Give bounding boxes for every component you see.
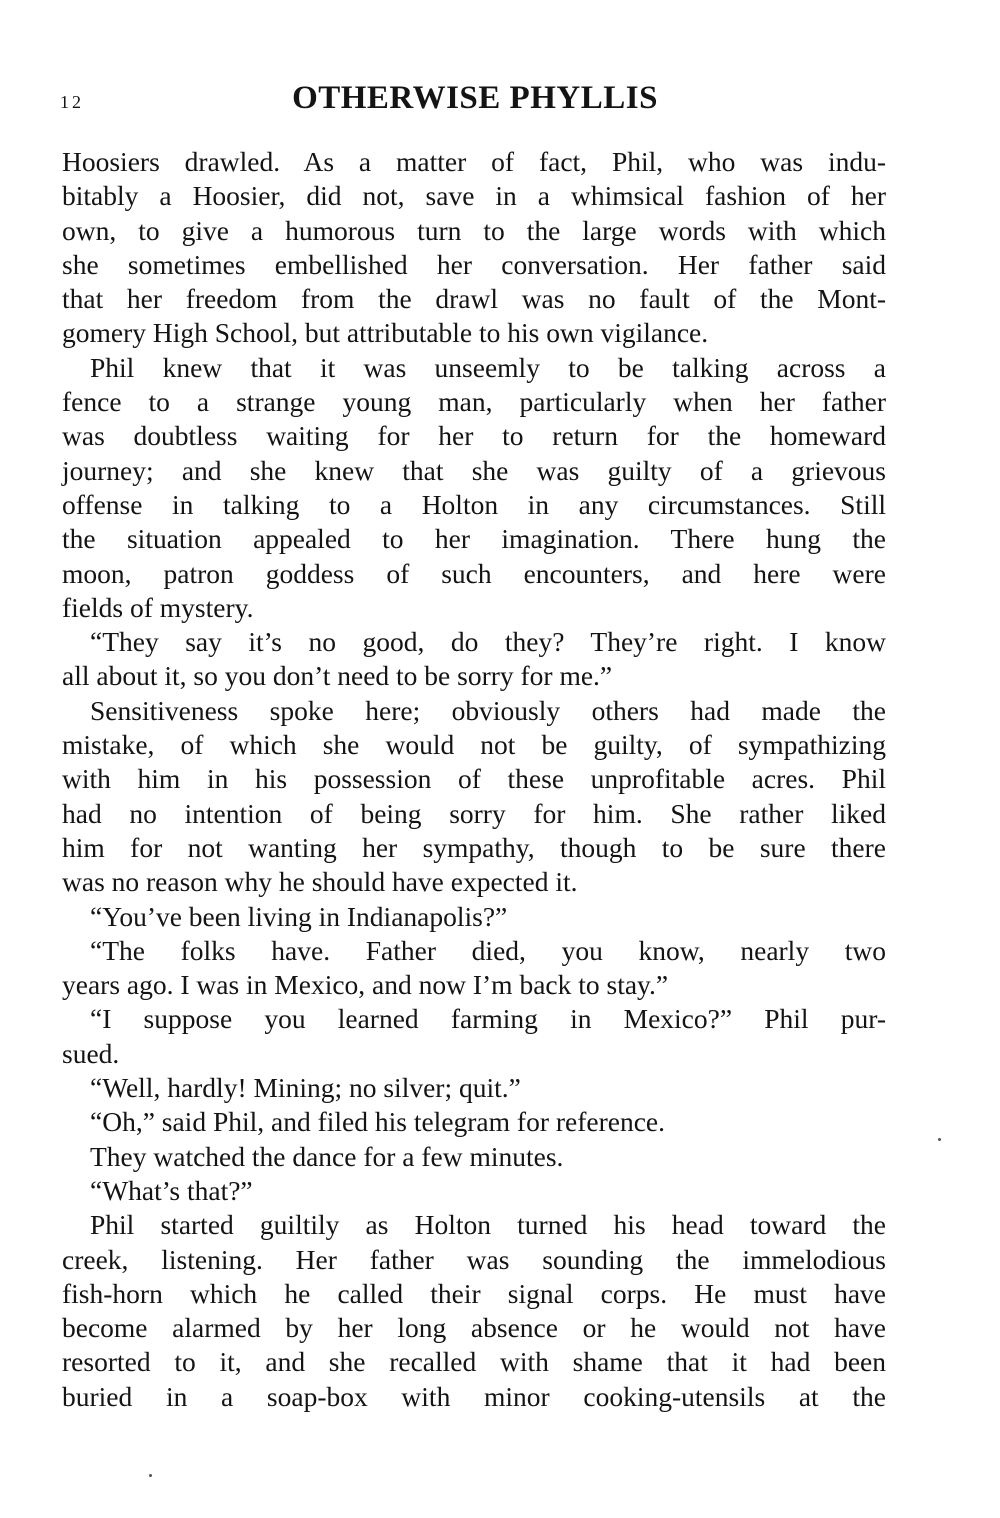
- text-line: creek, listening. Her father was sounding the immelodious: [62, 1243, 886, 1275]
- text-line: own, to give a humorous turn to the large words with which: [62, 214, 886, 246]
- text-line: bitably a Hoosier, did not, save in a whimsical fashion of her: [62, 180, 886, 212]
- text-line: fish-horn which he called their signal corps. He must have: [62, 1277, 886, 1309]
- text-line: was no reason why he should have expected it.: [62, 866, 578, 898]
- text-line: all about it, so you don’t need to be sorry for me.”: [62, 660, 613, 692]
- text-line: “They say it’s no good, do they? They’re right. I know: [90, 626, 886, 658]
- page-number: 12: [60, 92, 84, 112]
- scan-speck: [149, 1474, 152, 1477]
- page-header: [60, 80, 890, 130]
- text-line: resorted to it, and she recalled with shame that it had been: [62, 1346, 886, 1378]
- text-line: Phil knew that it was unseemly to be talking across a: [90, 351, 886, 383]
- text-line: with him in his possession of these unprofitable acres. Phil: [62, 763, 886, 795]
- scan-speck: [938, 1138, 941, 1141]
- running-title: OTHERWISE PHYLLIS: [292, 80, 658, 116]
- text-line: “What’s that?”: [90, 1174, 253, 1206]
- text-line: years ago. I was in Mexico, and now I’m back to stay.”: [62, 969, 669, 1001]
- text-line: buried in a soap-box with minor cooking-utensils at the: [62, 1380, 886, 1412]
- text-line: Phil started guiltily as Holton turned his head toward the: [90, 1209, 886, 1241]
- text-line: had no intention of being sorry for him. She rather liked: [62, 797, 886, 829]
- text-line: “The folks have. Father died, you know, nearly two: [90, 934, 886, 966]
- text-line: “Oh,” said Phil, and filed his telegram for reference.: [90, 1106, 665, 1138]
- text-line: fence to a strange young man, particularly when her father: [62, 386, 886, 418]
- text-line: sued.: [62, 1037, 120, 1069]
- text-line: journey; and she knew that she was guilty of a grievous: [62, 454, 886, 486]
- body-text: [62, 145, 886, 1414]
- text-line: They watched the dance for a few minutes.: [90, 1140, 564, 1172]
- text-line: him for not wanting her sympathy, though to be sure there: [62, 831, 886, 863]
- text-line: become alarmed by her long absence or he would not have: [62, 1312, 886, 1344]
- text-line: mistake, of which she would not be guilty, of sympathizing: [62, 729, 886, 761]
- text-line: the situation appealed to her imagination. There hung the: [62, 523, 886, 555]
- text-line: gomery High School, but attributable to his own vigilance.: [62, 317, 709, 349]
- text-line: “I suppose you learned farming in Mexico?” Phil pur-: [90, 1003, 886, 1035]
- text-line: fields of mystery.: [62, 591, 254, 623]
- text-line: she sometimes embellished her conversation. Her father said: [62, 248, 886, 280]
- text-line: “You’ve been living in Indianapolis?”: [90, 900, 508, 932]
- text-line: Sensitiveness spoke here; obviously others had made the: [90, 694, 886, 726]
- text-line: Hoosiers drawled. As a matter of fact, Phil, who was indu-: [62, 146, 886, 177]
- text-line: moon, patron goddess of such encounters, and here were: [62, 557, 886, 589]
- text-line: that her freedom from the drawl was no fault of the Mont-: [62, 283, 886, 315]
- text-line: offense in talking to a Holton in any circumstances. Still: [62, 488, 886, 520]
- text-line: “Well, hardly! Mining; no silver; quit.”: [90, 1072, 521, 1104]
- text-line: was doubtless waiting for her to return for the homeward: [62, 420, 886, 452]
